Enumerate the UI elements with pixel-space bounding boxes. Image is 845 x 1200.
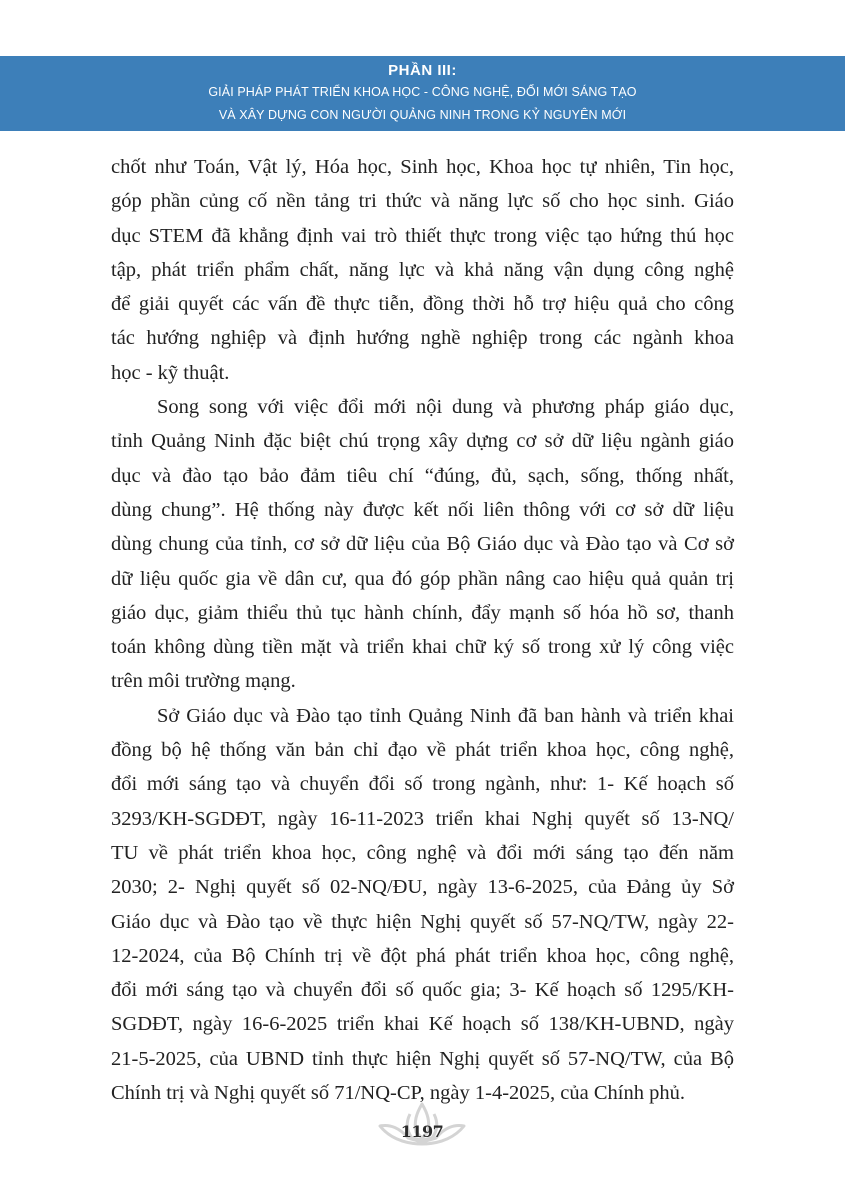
section-subtitle-line-1: GIẢI PHÁP PHÁT TRIỂN KHOA HỌC - CÔNG NGHỆ, ĐỔI MỚI SÁNG TẠO	[208, 85, 637, 99]
part-label: PHẦN III:	[388, 62, 457, 79]
paragraph	[111, 390, 734, 699]
page-number: 1197	[400, 1122, 444, 1141]
text-line: dùng chung của tỉnh, cơ sở dữ liệu của Bộ Giáo dục và Đào tạo và Cơ sở	[111, 533, 734, 556]
text-line: toán không dùng tiền mặt và triển khai chữ ký số trong xử lý công việc	[111, 636, 734, 659]
text-line: TU về phát triển khoa học, công nghệ và đổi mới sáng tạo đến năm	[111, 841, 734, 864]
paragraph	[111, 699, 734, 1111]
text-line: để giải quyết các vấn đề thực tiễn, đồng thời hỗ trợ hiệu quả cho công	[111, 293, 734, 316]
text-line: 21-5-2025, của UBND tỉnh thực hiện Nghị quyết số 57-NQ/TW, của Bộ	[111, 1047, 734, 1070]
text-line: Chính trị và Nghị quyết số 71/NQ-CP, ngày 1-4-2025, của Chính phủ.	[111, 1082, 685, 1105]
text-line: chốt như Toán, Vật lý, Hóa học, Sinh học, Khoa học tự nhiên, Tin học,	[111, 156, 734, 178]
text-line: Sở Giáo dục và Đào tạo tỉnh Quảng Ninh đã ban hành và triển khai	[157, 704, 734, 727]
body-text	[111, 150, 734, 1110]
text-line: đổi mới sáng tạo và chuyển đổi số trong ngành, như: 1- Kế hoạch số	[111, 773, 734, 796]
text-line: giáo dục, giảm thiểu thủ tục hành chính, đẩy mạnh số hóa hồ sơ, thanh	[111, 601, 734, 624]
text-line: đồng bộ hệ thống văn bản chỉ đạo về phát triển khoa học, công nghệ,	[111, 739, 734, 762]
text-line: dữ liệu quốc gia về dân cư, qua đó góp phần nâng cao hiệu quả quản trị	[111, 567, 734, 590]
text-line: tác hướng nghiệp và định hướng nghề nghiệp trong các ngành khoa	[111, 327, 734, 350]
section-header-banner	[0, 56, 845, 131]
text-line: tỉnh Quảng Ninh đặc biệt chú trọng xây dựng cơ sở dữ liệu ngành giáo	[111, 430, 734, 453]
text-line: 3293/KH-SGDĐT, ngày 16-11-2023 triển khai Nghị quyết số 13-NQ/	[111, 807, 734, 830]
paragraph	[111, 150, 734, 390]
text-line: học - kỹ thuật.	[111, 361, 230, 384]
text-line: dục và đào tạo bảo đảm tiêu chí “đúng, đủ, sạch, sống, thống nhất,	[111, 464, 734, 487]
text-line: tập, phát triển phẩm chất, năng lực và khả năng vận dụng công nghệ	[111, 258, 734, 281]
text-line: 12-2024, của Bộ Chính trị về đột phá phát triển khoa học, công nghệ,	[111, 944, 734, 967]
text-line: góp phần củng cố nền tảng tri thức và năng lực số cho học sinh. Giáo	[111, 190, 734, 213]
text-line: đổi mới sáng tạo và chuyển đổi số quốc gia; 3- Kế hoạch số 1295/KH-	[111, 979, 734, 1002]
page-footer	[372, 1100, 472, 1150]
text-line: trên môi trường mạng.	[111, 670, 296, 693]
text-line: dục STEM đã khẳng định vai trò thiết thực trong việc tạo hứng thú học	[111, 224, 734, 247]
text-line: 2030; 2- Nghị quyết số 02-NQ/ĐU, ngày 13-6-2025, của Đảng ủy Sở	[111, 876, 734, 899]
text-line: dùng chung”. Hệ thống này được kết nối liên thông với cơ sở dữ liệu	[111, 498, 734, 521]
text-line: SGDĐT, ngày 16-6-2025 triển khai Kế hoạch số 138/KH-UBND, ngày	[111, 1013, 734, 1036]
section-subtitle-line-2: VÀ XÂY DỰNG CON NGƯỜI QUẢNG NINH TRONG KỶ NGUYÊN MỚI	[218, 108, 627, 122]
text-line: Giáo dục và Đào tạo về thực hiện Nghị quyết số 57-NQ/TW, ngày 22-	[111, 910, 734, 933]
text-line: Song song với việc đổi mới nội dung và phương pháp giáo dục,	[157, 396, 734, 419]
